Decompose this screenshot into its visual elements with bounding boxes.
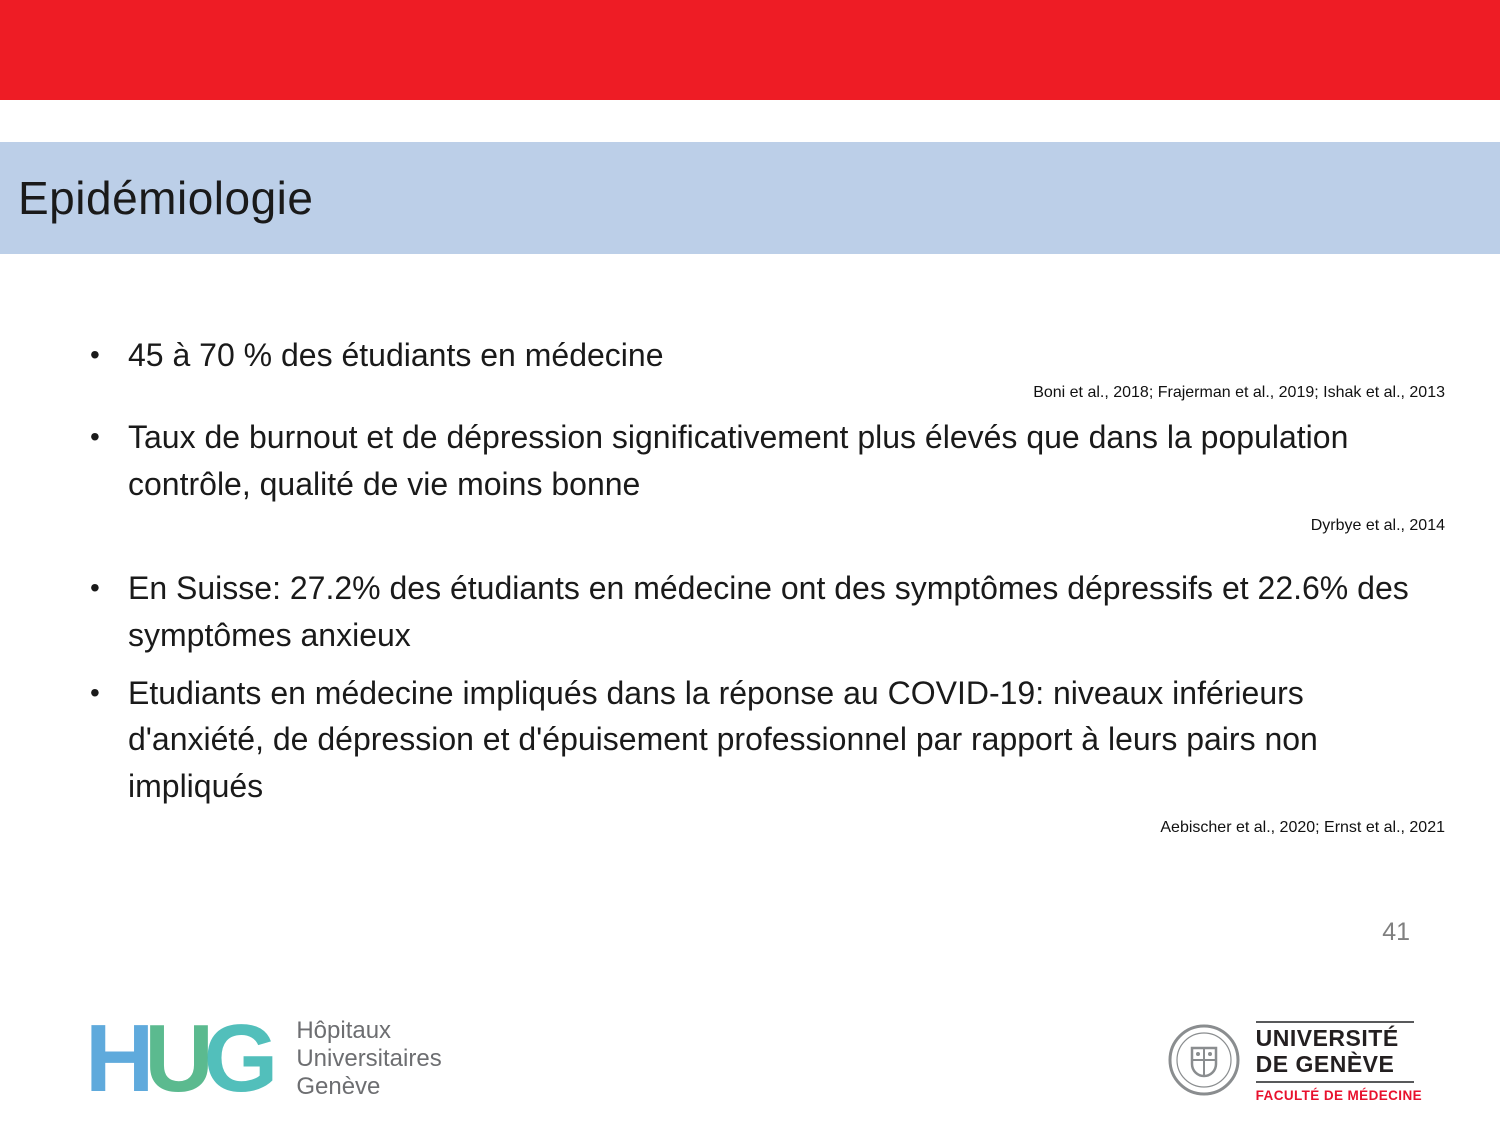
bullet-item-1 xyxy=(90,332,1445,378)
bullet-marker: • xyxy=(90,572,100,604)
bullet-text-1: 45 à 70 % des étudiants en médecine xyxy=(128,337,664,373)
unige-seal-icon xyxy=(1168,1024,1240,1096)
top-red-bar xyxy=(0,0,1500,100)
hug-letter-h: H xyxy=(85,1005,145,1112)
hug-label-line1: Hôpitaux xyxy=(296,1016,392,1044)
unige-rule-bottom xyxy=(1256,1081,1414,1083)
unige-logo-text xyxy=(1256,1018,1422,1103)
bullet-item-3 xyxy=(90,565,1445,658)
hug-logo-letters xyxy=(85,1005,269,1112)
hug-logo xyxy=(85,1005,442,1112)
unige-name-line1: UNIVERSITÉ xyxy=(1255,1025,1399,1051)
bullet-item-2 xyxy=(90,414,1445,507)
page-number: 41 xyxy=(1382,918,1410,946)
hug-letter-u: U xyxy=(144,1005,204,1112)
hug-letter-g: G xyxy=(203,1005,269,1112)
bullet-marker: • xyxy=(90,421,100,453)
bullet-text-2: Taux de burnout et de dépression significativement plus élevés que dans la population contrôle, qualité de vie moins bonne xyxy=(128,419,1349,502)
slide-body xyxy=(90,332,1445,849)
unige-logo xyxy=(1168,1018,1422,1103)
citation-3: Aebischer et al., 2020; Ernst et al., 2021 xyxy=(1160,819,1445,837)
title-band xyxy=(0,142,1500,254)
bullet-text-3: En Suisse: 27.2% des étudiants en médecine ont des symptômes dépressifs et 22.6% des symptômes anxieux xyxy=(128,570,1409,653)
hug-label-line2: Universitaires xyxy=(296,1045,442,1073)
footer xyxy=(0,1005,1500,1125)
unige-name-line2: DE GENÈVE xyxy=(1255,1050,1395,1077)
citation-1: Boni et al., 2018; Frajerman et al., 2019; Ishak et al., 2013 xyxy=(1033,384,1445,402)
unige-rule-top xyxy=(1256,1021,1414,1023)
bullet-item-4 xyxy=(90,670,1445,809)
bullet-marker: • xyxy=(90,339,100,370)
hug-logo-label xyxy=(296,1017,441,1102)
unige-faculty-label: FACULTÉ DE MÉDECINE xyxy=(1255,1087,1422,1103)
bullet-marker: • xyxy=(90,676,100,708)
hug-label-line3: Genève xyxy=(296,1073,381,1101)
citation-2: Dyrbye et al., 2014 xyxy=(1310,517,1445,535)
page-title: Epidémiologie xyxy=(18,172,314,224)
bullet-text-4: Etudiants en médecine impliqués dans la réponse au COVID-19: niveaux inférieurs d'anxiété, de dépression et d'épuisement professionnel par rapport à leurs pairs non impliqués xyxy=(128,674,1318,804)
